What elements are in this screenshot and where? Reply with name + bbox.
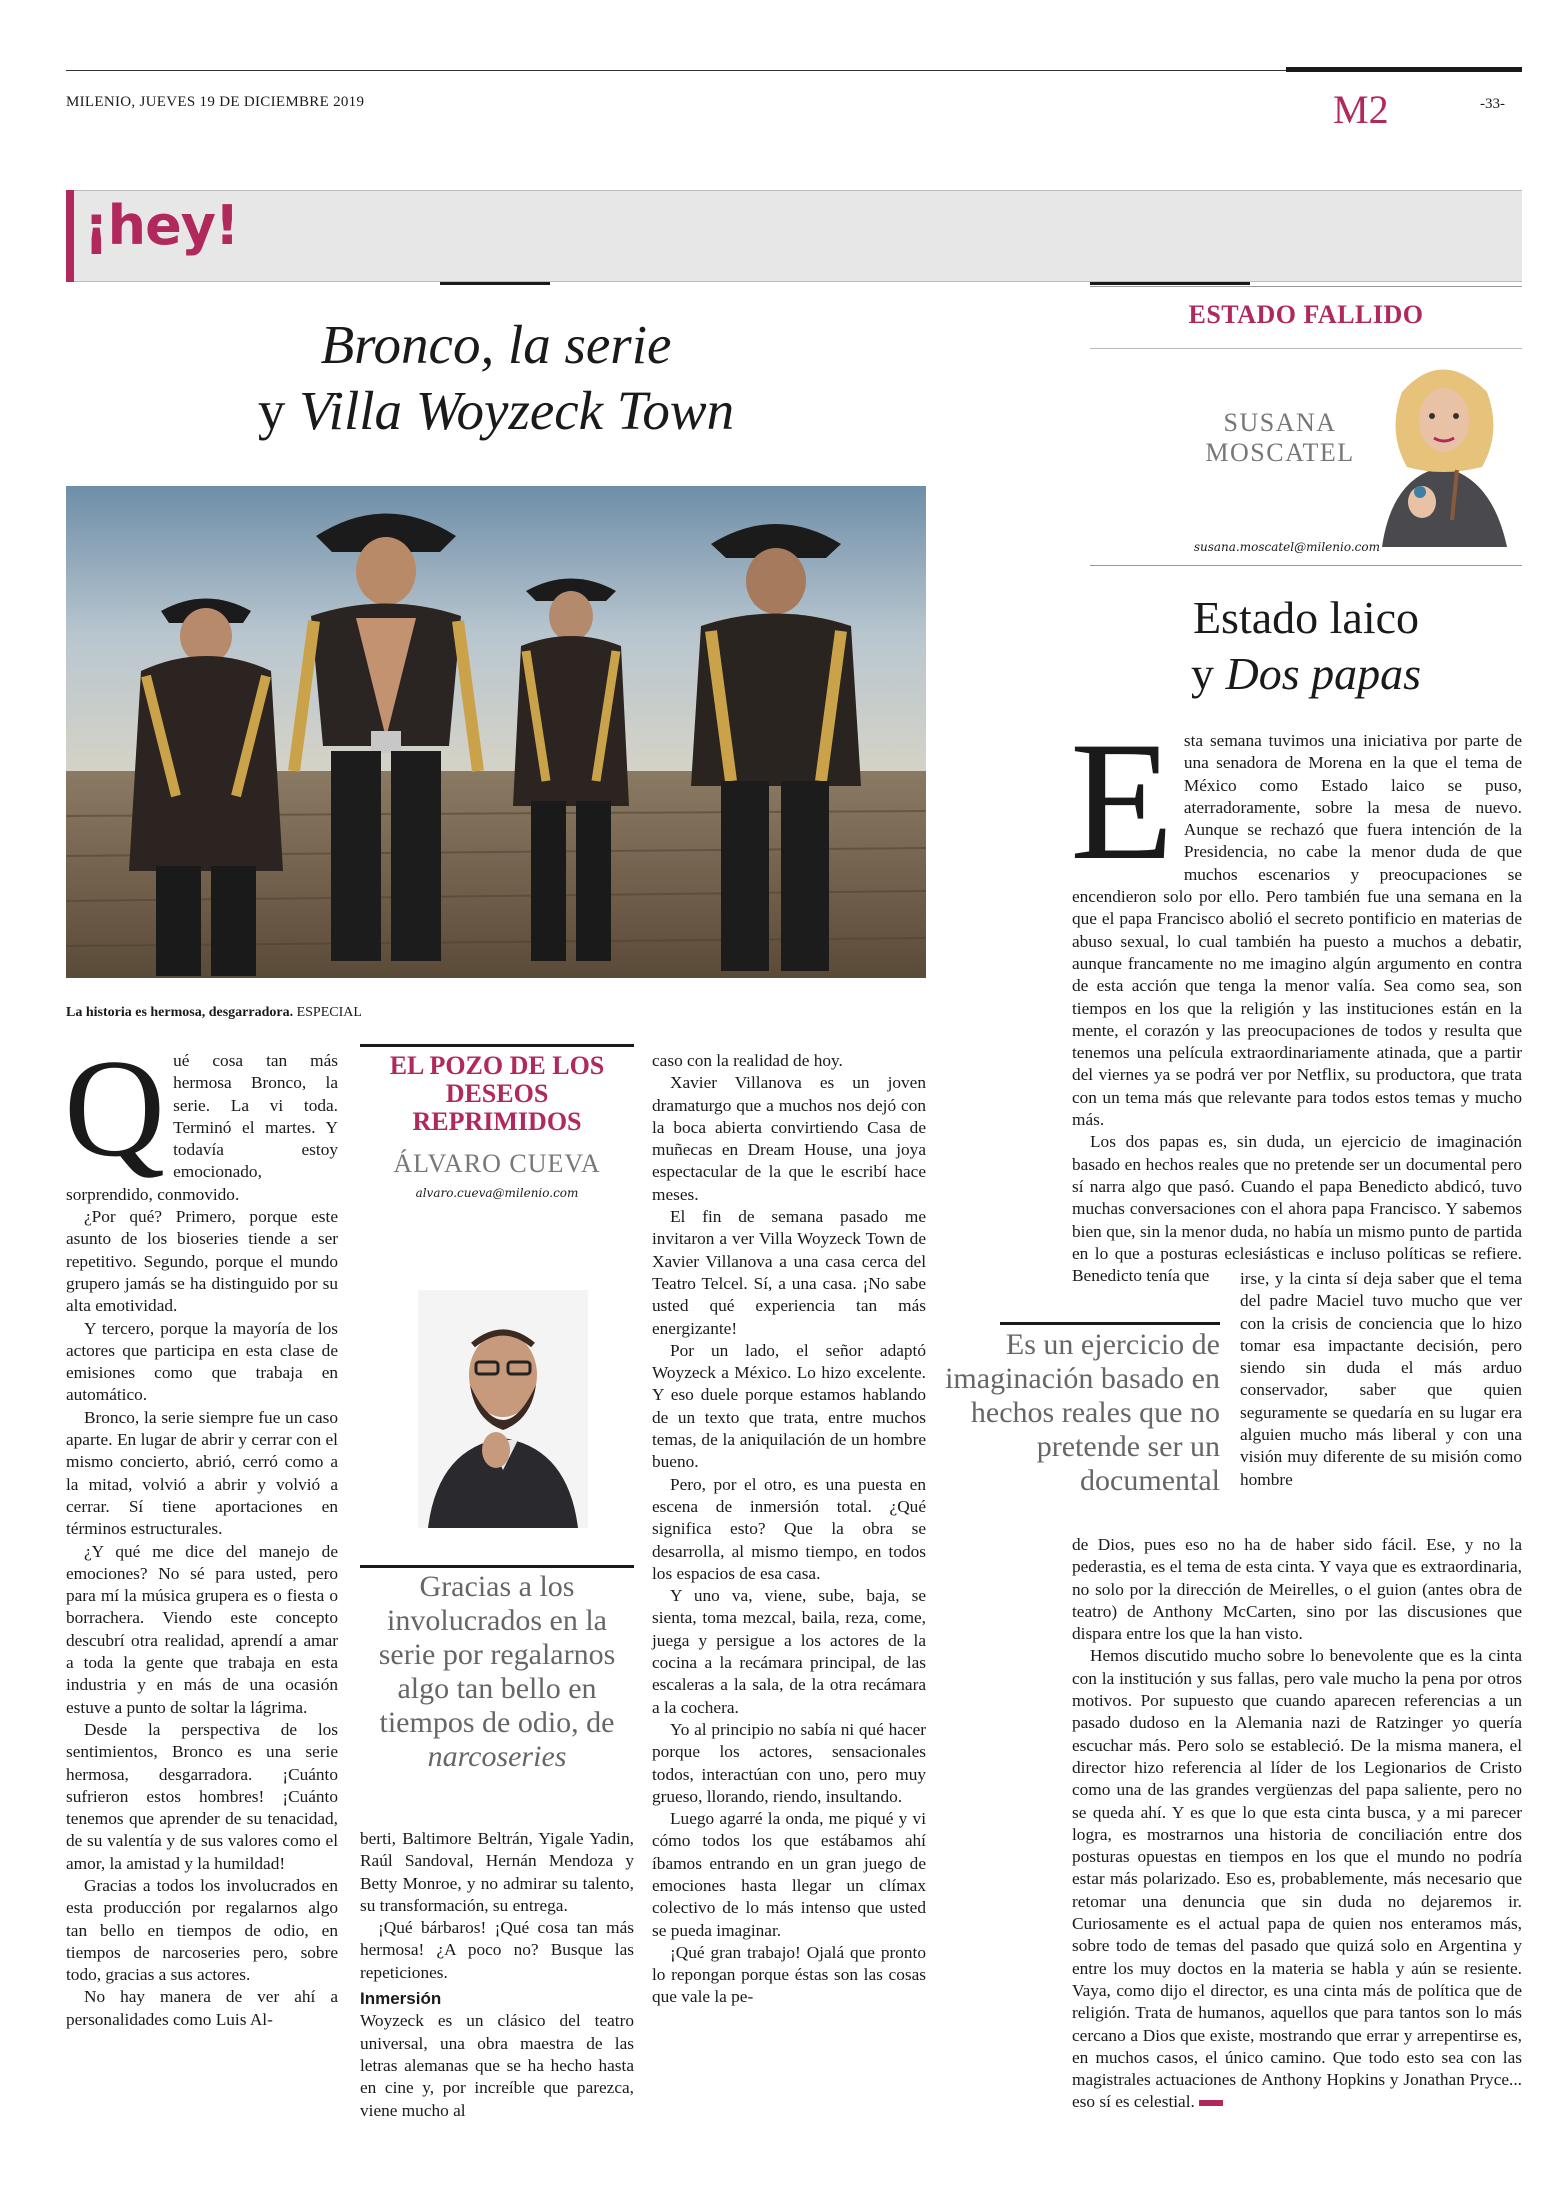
article-headline: [66, 312, 926, 444]
article-column-c: [652, 1050, 926, 2009]
pullquote-rule: [1000, 1322, 1220, 1325]
paragraph: Pero, por el otro, es una puesta en escena de inmersión total. ¿Qué significa esto? Que la obra se desarrolla, al mismo tiempo, en todos los espacios de esa casa.: [652, 1474, 926, 1583]
headline-line-2: [66, 378, 926, 444]
pullquote-rule: [360, 1565, 634, 1568]
column-name: ESTADO FALLIDO: [1188, 300, 1424, 329]
paragraph: Woyzeck es un clásico del teatro universal, una obra maestra de las letras alemanas que se ha hecho hasta en cine y, por increíble que parezca, viene mucho al: [360, 2011, 634, 2120]
article-headline: [1090, 590, 1522, 702]
portrait-image: [1362, 352, 1522, 547]
page-number: -33-: [1480, 96, 1505, 112]
issue-date: MILENIO, JUEVES 19 DE DICIEMBRE 2019: [66, 94, 365, 110]
paragraph: caso con la realidad de hoy.: [652, 1051, 843, 1070]
headline-title: Dos papas: [1225, 648, 1422, 699]
paragraph: El fin de semana pasado me invitaron a ver Villa Woyzeck Town de Xavier Villanova a una casa cerca del Teatro Telcel. Sí, a una casa. ¡No sabe usted qué experiencia tan más energizante!: [652, 1207, 926, 1338]
column-rule: [440, 282, 550, 285]
headline-conjunction: y: [257, 380, 300, 441]
headline-line-1: Bronco, la serie: [320, 314, 672, 375]
column-rule: [1090, 348, 1522, 349]
paragraph: [1072, 1645, 1522, 2113]
paragraph: Xavier Villanova es un joven dramaturgo que a muchos nos dejó con la boca abierta convirtiendo Casa de muñecas en Dream House, una joya espectacular de la que le escribí hace meses.: [652, 1073, 926, 1204]
headline-conjunction: y: [1190, 648, 1226, 699]
pullquote-italic: narcoseries: [427, 1740, 567, 1773]
paragraph: No hay manera de ver ahí a personalidades como Luis Al-: [66, 1987, 338, 2029]
pullquote: Es un ejercicio de imaginación basado en hechos reales que no pretende ser un documental: [945, 1328, 1220, 1497]
end-mark: [1199, 2100, 1223, 2106]
section-band: [66, 190, 1522, 282]
pullquote-text: Gracias a los involucrados en la serie por regalarnos algo tan bello en tiempos de odio, de: [378, 1570, 616, 1739]
author-name: SUSANA MOSCATEL: [1205, 408, 1355, 467]
author-portrait: [1362, 352, 1522, 547]
paragraph: ¡Qué bárbaros! ¡Qué cosa tan más hermosa! ¿A poco no? Busque las repeticiones.: [360, 1918, 634, 1982]
paragraph: ué cosa tan más hermosa Bronco, la serie. La vi toda. Terminó el martes. Y todavía estoy emocionado, sorprendido, conmovido.: [66, 1051, 338, 1204]
article-column-b: [360, 1828, 634, 2122]
article-column-r1: [1070, 707, 1522, 1287]
column-rule: [1090, 286, 1522, 287]
column-rule: [360, 1044, 634, 1047]
caption-text: La historia es hermosa, desgarradora.: [66, 1005, 294, 1020]
paragraph-text: Hemos discutido mucho sobre lo benevolente que es la cinta con la institución y sus fallas, pero vale mucho la pena por otros motivos. Por supuesto que cuando aparecen referencias a un pasado dudoso en la Alemania nazi de Ratzinger yo quería escuchar más. Pero solo se estableció. De la misma manera, el director hizo referencia al líder de los Legionarios de Cristo como una de las grandes vergüenzas del papa saliente, pero no se queda ahí. Y es que lo que esta cinta busca, y a mi parecer logra, es mostrarnos una historia de conciliación entre dos posturas opuestas en tiempos en los que el mundo no podría estar más polarizado. Eso es, probablemente, más necesario que retomar una denuncia que sin duda no dejaremos ir. Curiosamente es el actual papa de quien nos enteramos más, sobre todo de temas del pasado que quizá solo en Argentina y entre los muy doctos en la materia se habla y aún se resiente. Vaya, como dijo el director, es una cinta más de política que de religión. Trata de humanos, aquellos que para tantos son lo más cercano a Dios que existe, mostrando que errar y arrepentirse es, en muchos casos, el único camino. Que todo esto sea con las magistrales actuaciones de Anthony Hopkins y Jonathan Pryce... eso sí es celestial.: [1072, 1646, 1522, 2112]
paragraph: sta semana tuvimos una iniciativa por parte de una senadora de Morena en la que el tema de México como Estado laico se puso, aterradoramente, sobre la mesa de nuevo. Aunque se rechazó que fuera intención de la Presidencia, no cabe la menor duda de que muchos escenarios y preocupaciones se encendieron solo por ello. Pero también fue una semana en la que el papa Francisco abolió el secreto pontificio en materias de abuso sexual, lo cual también ha puesto a muchos a debatir, aunque francamente no me imagino algún argumento en contra de esta acción que tenga la menor valía. Sea como sea, son tiempos en los que la religión y las instituciones están en la mente, el corazón y las preocupaciones de todos y resulta que tenemos una película extraordinariamente atinada, que a partir del viernes ya se podrá ver por Netflix, su productora, que trata con un tema más que relevante para todos estos temas y mucho más.: [1072, 731, 1522, 1130]
article-column-r3: [1072, 1534, 1522, 2114]
headline-title: Villa Woyzeck Town: [299, 380, 735, 441]
column-name: EL POZO DE LOS DESEOS REPRIMIDOS: [389, 1051, 605, 1136]
columnist-box: [360, 1052, 634, 1327]
bronco-photo: [66, 486, 926, 978]
section-name: ¡hey!: [84, 194, 239, 257]
author-email: alvaro.cueva@milenio.com: [415, 1186, 579, 1200]
subhead: Inmersión: [360, 1989, 442, 2009]
bronco-band-image: [66, 486, 926, 978]
column-rule: [1090, 282, 1250, 285]
article-column-a: [64, 1031, 338, 2031]
paragraph: Luego agarré la onda, me piqué y vi cómo todos los que estábamos ahí íbamos entrando en un gran juego de emociones hasta llegar un clímax colectivo de lo más intenso que usted se pueda imaginar.: [652, 1809, 926, 1940]
drop-cap: Q: [64, 1031, 166, 1186]
section-code: M2: [1333, 87, 1389, 132]
paragraph: ¿Por qué? Primero, porque este asunto de los bioseries tiende a ser repetitivo. Segundo, porque el mundo grupero jamás se ha distinguido por su alta emotividad.: [66, 1207, 338, 1316]
paragraph: irse, y la cinta sí deja saber que el tema del padre Maciel tuvo mucho que ver con la crisis de conciencia que lo hizo tomar esa impactante decisión, pero siendo sin duda el más arduo conservador, saber que quien seguramente se quedaría en su lugar era alguien mucho más liberal y con una visión muy diferente de su misión como hombre: [1240, 1269, 1522, 1489]
paragraph: Yo al principio no sabía ni qué hacer porque los actores, sensacionales todos, interactúan con uno, pero muy grueso, llorando, riendo, insultando.: [652, 1719, 926, 1806]
author-portrait: [418, 1290, 588, 1528]
pullquote: [360, 1570, 634, 1774]
photo-caption: [66, 1005, 362, 1021]
paragraph: Y uno va, viene, sube, baja, se sienta, toma mezcal, baila, reza, come, juega y persigue a los actores de la cocina a la recámara principal, de las escaleras a la sala, de la otra recámara a la cochera.: [652, 1586, 926, 1717]
caption-credit: ESPECIAL: [296, 1005, 362, 1020]
author-name: ÁLVARO CUEVA: [393, 1149, 601, 1178]
headline-line-1: Estado laico: [1192, 592, 1420, 643]
author-email: susana.moscatel@milenio.com: [1193, 540, 1380, 554]
paragraph: Por un lado, el señor adaptó Woyzeck a México. Lo hizo excelente. Y eso duele porque estamos hablando de un texto que trata, entre muchos temas, de la aniquilación de un hombre bueno.: [652, 1340, 926, 1472]
headline-line-2: [1090, 646, 1522, 702]
paragraph: de Dios, pues eso no ha de haber sido fácil. Ese, y no la pederastia, es el tema de esta cinta. Y vaya que es extraordinaria, no solo por la dirección de Meirelles, o el guion (antes obra de teatro) de Anthony McCarten, sino por las discusiones que dispara entre los que la han visto.: [1072, 1535, 1522, 1644]
paragraph: Gracias a todos los involucrados en esta producción por regalarnos algo tan bello en tiempos de odio, en tiempos de narcoseries pero, sobre todo, gracias a sus actores.: [66, 1875, 338, 1985]
paragraph: Y tercero, porque la mayoría de los actores que participa en esta clase de emisiones como que trabaja en automático.: [66, 1318, 338, 1405]
article-column-r2: [1240, 1268, 1522, 1491]
paragraph: berti, Baltimore Beltrán, Yigale Yadin, Raúl Sandoval, Hernán Mendoza y Betty Monroe, y no admirar su talento, su transformación, su entrega.: [360, 1829, 634, 1915]
paragraph: ¿Y qué me dice del manejo de emociones? No sé para usted, pero para mí la música grupera es o fiesta o borrachera. Viendo este concepto descubrí otra realidad, aprendí a amar a toda la gente que trabaja en esta industria y en más de una ocasión estuve a punto de soltar la lágrima.: [66, 1541, 338, 1717]
paragraph: Bronco, la serie siempre fue un caso aparte. En lugar de abrir y cerrar con el mismo concierto, abrió, cerró como a la mitad, volvió a abrir y volvió a cerrar. Sí tiene aportaciones en términos estructurales.: [66, 1407, 338, 1539]
paragraph: Desde la perspectiva de los sentimientos, Bronco es una serie hermosa, desgarradora. ¡Cuánto sufrieron estos hombres! ¡Cuánto tenemos que aprender de su tenacidad, de su valentía y de sus valores como el amor, la amistad y la humildad!: [66, 1719, 338, 1873]
section-band-accent: [66, 190, 74, 282]
portrait-image: [418, 1290, 588, 1528]
drop-cap: E: [1070, 707, 1174, 895]
column-rule: [1090, 565, 1522, 566]
paragraph: ¡Qué gran trabajo! Ojalá que pronto lo repongan porque éstas son las cosas que vale la pe-: [652, 1942, 926, 2007]
paragraph: Los dos papas es, sin duda, un ejercicio de imaginación basado en hechos reales que no pretende ser un documental pero sí narra algo que pasó. Cuando el papa Benedicto abdicó, tuvo muchas conversaciones con el ahora papa Francisco. Y sabemos bien que, sin la menor duda, no había un mismo punto de partida en lo que a posturas eclesiásticas e incluso políticas se refiere. Benedicto tenía que: [1072, 1132, 1522, 1286]
top-rule-accent: [1286, 67, 1522, 72]
